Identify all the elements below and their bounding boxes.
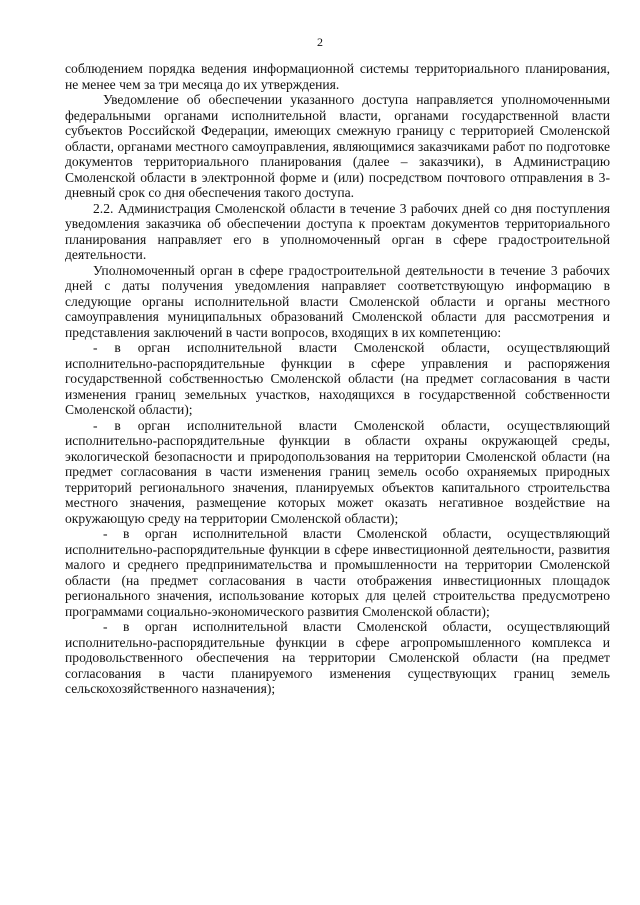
document-body: [65, 61, 610, 697]
page-number: 2: [317, 35, 323, 49]
paragraph-authorized-body: Уполномоченный орган в сфере градостроительной деятельности в течение 3 рабочих дней с даты получения уведомления направляет соответствующую информацию в следующие органы исполнительной власти Смоленской области и органы местного самоуправления муниципальных образований Смоленской области для рассмотрения и представления заключений в части вопросов, входящих в их компетенцию:: [65, 262, 610, 340]
list-item-agriculture: - в орган исполнительной власти Смоленской области, осуществляющий исполнительно-распорядительные функции в сфере агропромышленного комплекса и продовольственного обеспечения на территории Смоленской области (на предмет согласования в части планируемого изменения существующих границ земель сельскохозяйственного назначения);: [65, 619, 610, 696]
list-item-property-management: - в орган исполнительной власти Смоленской области, осуществляющий исполнительно-распорядительные функции в сфере управления и распоряжения государственной собственностью Смоленской области (на предмет согласования в части изменения границ земельных участков, находящихся в государственной собственности Смоленской области);: [65, 340, 610, 417]
paragraph-notification: Уведомление об обеспечении указанного доступа направляется уполномоченными федеральными органами исполнительной власти, органами государственной власти субъектов Российской Федерации, имеющих смежную границу с территорией Смоленской области, органами местного самоуправления, являющимися заказчиками работ по подготовке документов территориального планирования (далее – заказчики), в Администрацию Смоленской области в электронной форме и (или) посредством почтового отправления в 3-дневный срок со дня обеспечения такого доступа.: [65, 92, 610, 200]
list-item-environment: - в орган исполнительной власти Смоленской области, осуществляющий исполнительно-распорядительные функции в области охраны окружающей среды, экологической безопасности и природопользования на территории Смоленской области (на предмет согласования в части изменения границ земель особо охраняемых природных территорий регионального значения, планируемых объектов капитального строительства местного значения, размещение которых может оказать негативное воздействие на окружающую среду на территории Смоленской области);: [65, 417, 610, 526]
paragraph-continuation: соблюдением порядка ведения информационной системы территориального планирования, не менее чем за три месяца до их утверждения.: [65, 61, 610, 92]
list-item-investment: - в орган исполнительной власти Смоленской области, осуществляющий исполнительно-распорядительные функции в сфере инвестиционной деятельности, развития малого и среднего предпринимательства и промышленности на территории Смоленской области (на предмет согласования в части отображения инвестиционных площадок регионального значения, использование которых для целей строительства предусмотрено программами социально-экономического развития Смоленской области);: [65, 526, 610, 619]
paragraph-2-2: 2.2. Администрация Смоленской области в течение 3 рабочих дней со дня поступления уведомления заказчика об обеспечении доступа к проектам документов территориального планирования направляет его в уполномоченный орган в сфере градостроительной деятельности.: [65, 200, 610, 262]
